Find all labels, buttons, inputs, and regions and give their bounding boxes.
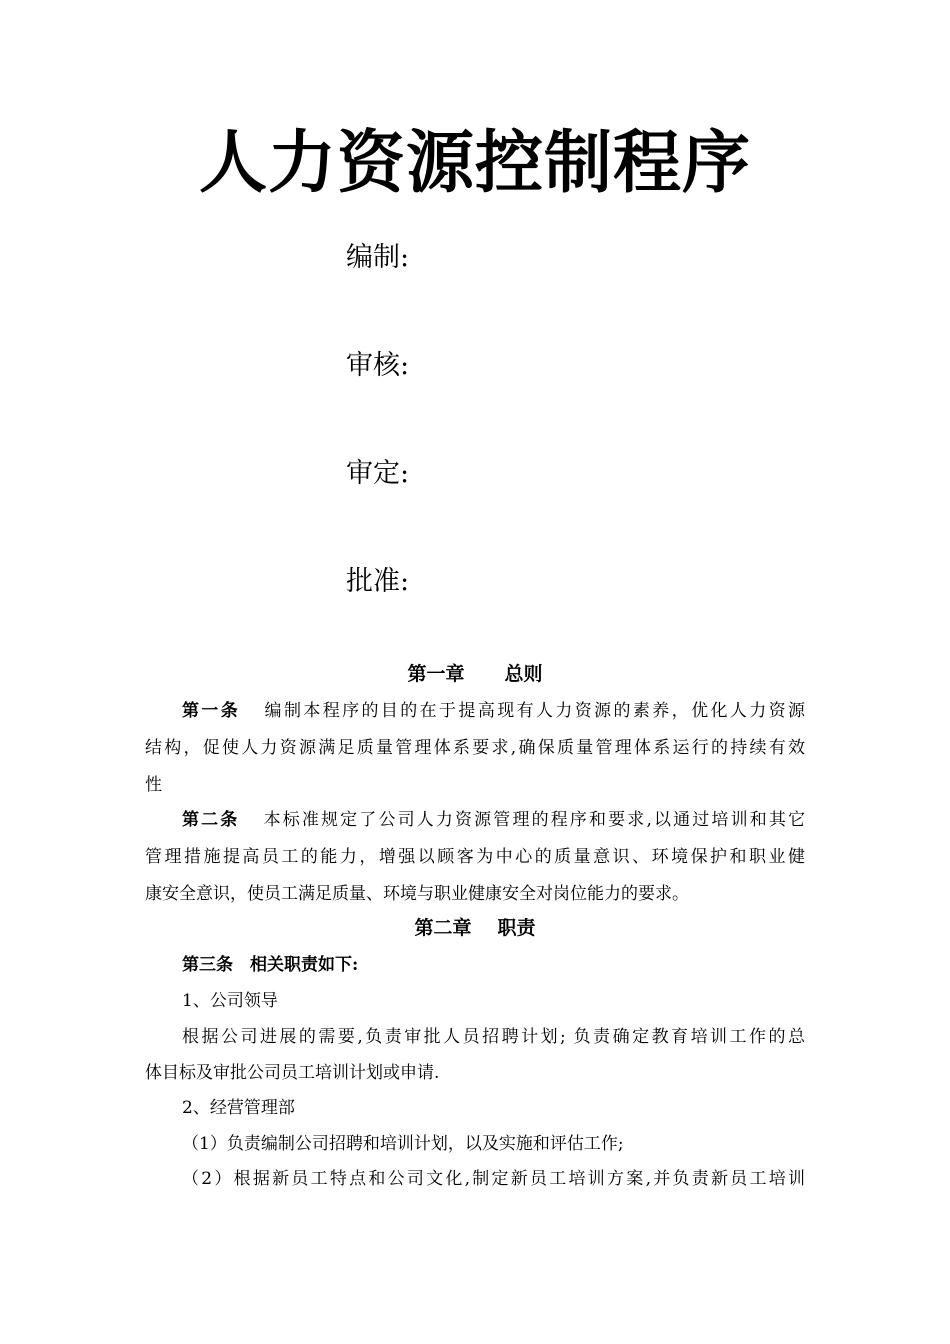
- article-1-line-3: 性: [145, 775, 162, 795]
- article-2-line-3: 康安全意识，使员工满足质量、环境与职业健康安全对岗位能力的要求。: [145, 884, 689, 904]
- article-2-text-1: 本标准规定了公司人力资源管理的程序和要求,以通过培训和其它: [261, 810, 806, 830]
- chapter-2-name: 职责: [497, 917, 536, 939]
- article-2-label: 第二条: [182, 810, 240, 830]
- article-2-line-1: [182, 806, 805, 834]
- duty-2-sub-1: （1）负责编制公司招聘和培训计划，以及实施和评估工作;: [182, 1134, 624, 1154]
- duty-1-line-1: 根据公司进展的需要,负责审批人员招聘计划; 负责确定教育培训工作的总: [182, 1027, 805, 1047]
- chapter-2-number: 第二章: [414, 917, 472, 939]
- duty-2-sub-2: （2）根据新员工特点和公司文化,制定新员工培训方案,并负责新员工培训: [182, 1169, 805, 1189]
- signoff-review: 审核:: [346, 350, 410, 381]
- signoff-approve-draft: 审定:: [346, 458, 410, 489]
- duty-1-line-2: 体目标及审批公司员工培训计划或申请.: [145, 1063, 440, 1083]
- article-1-text-1: 编制本程序的目的在于提高现有人力资源的素养，优化人力资源: [262, 701, 806, 721]
- article-2-line-2: 管理措施提高员工的能力，增强以顾客为中心的质量意识、环境保护和职业健: [145, 847, 805, 867]
- article-1-line-1: [182, 697, 805, 725]
- chapter-1-heading: [0, 660, 950, 688]
- article-1-label: 第一条: [182, 701, 241, 721]
- signoff-compile: 编制:: [346, 242, 410, 273]
- duty-2-title: 2、经营管理部: [182, 1098, 295, 1118]
- article-1-line-2: 结构，促使人力资源满足质量管理体系要求,确保质量管理体系运行的持续有效: [145, 738, 805, 758]
- duty-1-title: 1、公司领导: [182, 991, 278, 1011]
- signoff-approve: 批准:: [346, 566, 410, 597]
- chapter-1-number: 第一章: [407, 663, 465, 685]
- chapter-1-name: 总则: [504, 663, 543, 685]
- document-title: 人力资源控制程序: [198, 124, 751, 203]
- article-3-heading: 第三条 相关职责如下:: [182, 955, 359, 975]
- chapter-2-heading: [0, 914, 950, 942]
